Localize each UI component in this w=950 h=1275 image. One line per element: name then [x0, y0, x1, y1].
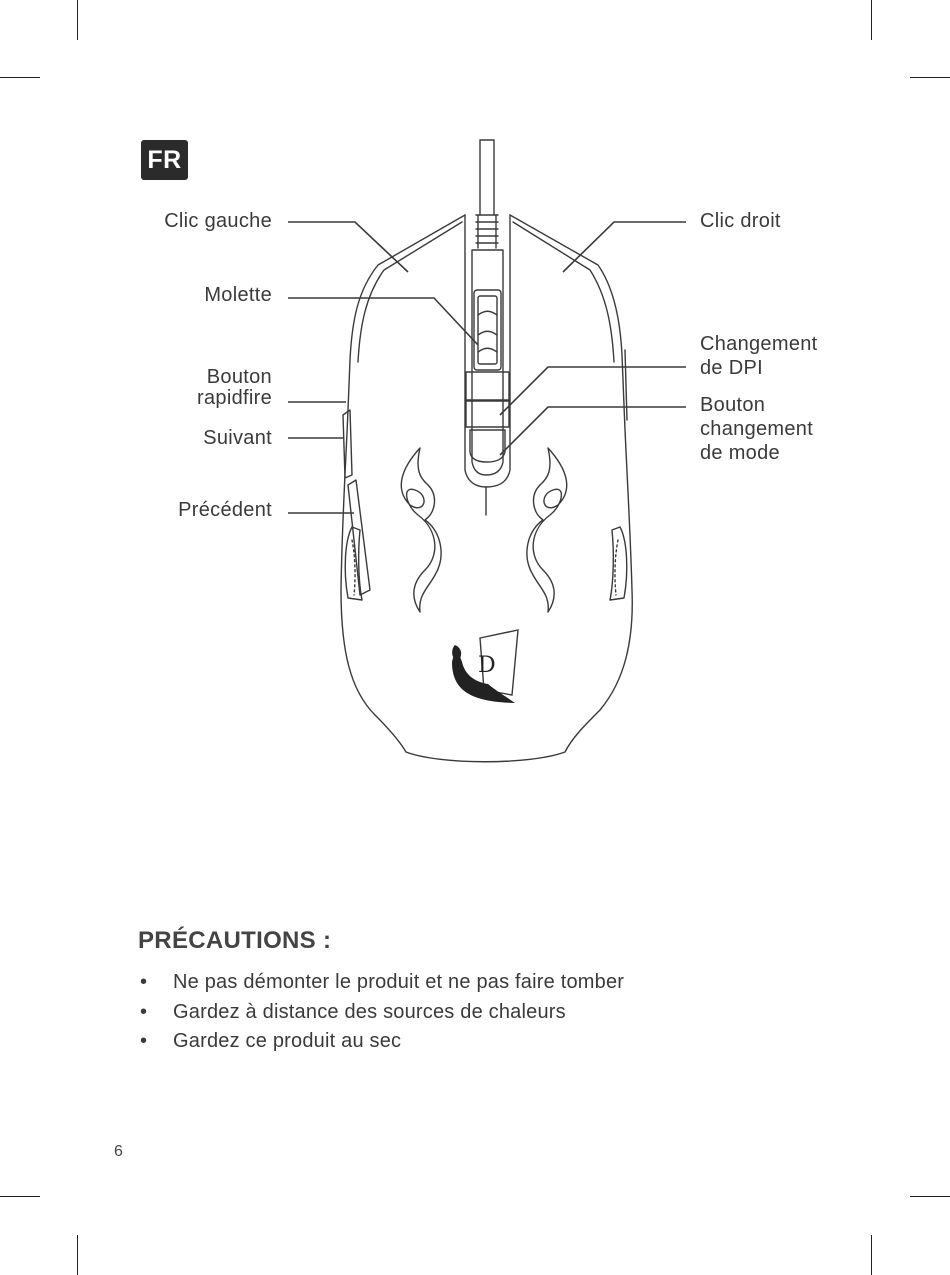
label-suivant: Suivant — [203, 427, 272, 449]
leader-line — [288, 298, 478, 345]
label-bouton-rapidfire: Bouton rapidfire — [197, 366, 272, 409]
cable — [480, 140, 494, 215]
label-clic-droit: Clic droit — [700, 210, 781, 232]
mode-button — [470, 430, 505, 462]
flame-decoration-left — [401, 448, 441, 612]
list-item: • Gardez ce produit au sec — [140, 1030, 402, 1052]
label-precedent: Précédent — [178, 499, 272, 521]
label-bouton-changement-mode: Bouton changement de mode — [700, 394, 814, 464]
leader-line — [288, 222, 408, 272]
precautions-list — [138, 968, 624, 1057]
label-changement-dpi: Changement de DPI — [700, 333, 818, 379]
svg-text:D: D — [478, 653, 496, 678]
viking-ship-logo — [452, 630, 518, 703]
page-number: 6 — [114, 1143, 123, 1160]
list-item: • Ne pas démonter le produit et ne pas faire tomber — [140, 971, 625, 993]
list-item: • Gardez à distance des sources de chaleurs — [140, 1000, 566, 1023]
label-molette: Molette — [204, 284, 272, 306]
language-badge: FR — [141, 140, 188, 180]
leader-line — [500, 407, 686, 455]
flame-decoration-right — [527, 448, 567, 612]
precautions-title: PRÉCAUTIONS : — [138, 927, 332, 954]
cable-strain-relief — [476, 215, 498, 248]
label-clic-gauche: Clic gauche — [164, 210, 272, 232]
